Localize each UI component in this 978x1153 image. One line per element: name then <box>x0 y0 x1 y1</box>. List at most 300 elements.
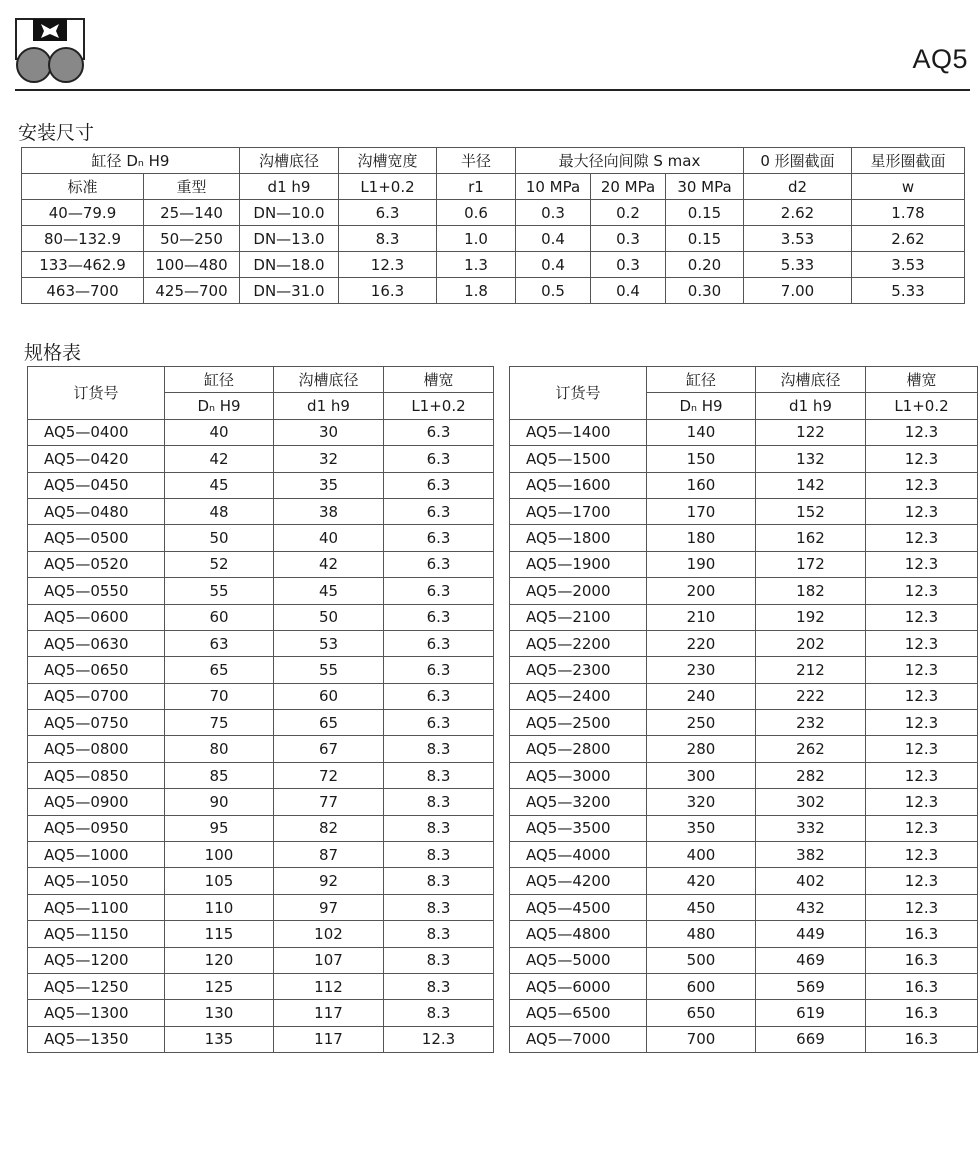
table-cell: 569 <box>756 973 866 999</box>
table-cell: 12.3 <box>866 578 978 604</box>
table-cell: 150 <box>647 446 756 472</box>
table-cell: 700 <box>647 1026 756 1052</box>
table-cell: AQ5—4800 <box>510 921 647 947</box>
table-row <box>28 1000 494 1026</box>
table-row <box>510 630 978 656</box>
table-cell: 7.00 <box>744 278 852 304</box>
table-cell: AQ5—0450 <box>28 472 165 498</box>
table-cell: 5.33 <box>852 278 965 304</box>
table-row <box>22 278 965 304</box>
table-cell: 8.3 <box>384 894 494 920</box>
table-cell: 3.53 <box>744 226 852 252</box>
table-cell: 0.30 <box>666 278 744 304</box>
subheader-cell: d1 h9 <box>240 174 339 200</box>
subheader-cell: w <box>852 174 965 200</box>
table-cell: 8.3 <box>384 947 494 973</box>
table-cell: AQ5—2100 <box>510 604 647 630</box>
spec-title: 规格表 <box>24 342 82 364</box>
table-cell: 6.3 <box>384 446 494 472</box>
table-cell: 112 <box>274 973 384 999</box>
table-cell: 0.6 <box>437 200 516 226</box>
header-cell: 沟槽底径 <box>274 367 384 393</box>
table-row <box>28 630 494 656</box>
table-cell: 8.3 <box>384 762 494 788</box>
table-cell: 122 <box>756 419 866 445</box>
table-cell: 12.3 <box>866 683 978 709</box>
table-cell: 200 <box>647 578 756 604</box>
table-cell: 55 <box>274 657 384 683</box>
table-cell: 320 <box>647 789 756 815</box>
header-cell: 订货号 <box>510 367 647 420</box>
table-cell: AQ5—1050 <box>28 868 165 894</box>
table-row <box>510 921 978 947</box>
table-cell: 117 <box>274 1026 384 1052</box>
subheader-cell: 10 MPa <box>516 174 591 200</box>
table-cell: 100 <box>165 842 274 868</box>
table-cell: 97 <box>274 894 384 920</box>
table-cell: 45 <box>165 472 274 498</box>
table-row <box>510 1000 978 1026</box>
subheader-cell: 30 MPa <box>666 174 744 200</box>
subheader-cell: Dₙ H9 <box>165 393 274 419</box>
table-cell: AQ5—1350 <box>28 1026 165 1052</box>
table-row <box>510 736 978 762</box>
table-cell: DN—10.0 <box>240 200 339 226</box>
table-cell: 1.0 <box>437 226 516 252</box>
table-cell: 12.3 <box>866 868 978 894</box>
table-cell: AQ5—1100 <box>28 894 165 920</box>
table-cell: 172 <box>756 551 866 577</box>
table-cell: 170 <box>647 498 756 524</box>
table-cell: DN—31.0 <box>240 278 339 304</box>
table-cell: 0.5 <box>516 278 591 304</box>
table-cell: 400 <box>647 842 756 868</box>
table-cell: AQ5—1150 <box>28 921 165 947</box>
table-cell: AQ5—0400 <box>28 419 165 445</box>
table-cell: AQ5—4200 <box>510 868 647 894</box>
table-cell: 230 <box>647 657 756 683</box>
table-cell: 0.15 <box>666 200 744 226</box>
table-cell: 40—79.9 <box>22 200 144 226</box>
table-cell: 100—480 <box>144 252 240 278</box>
table-cell: AQ5—0850 <box>28 762 165 788</box>
table-cell: DN—13.0 <box>240 226 339 252</box>
table-cell: 77 <box>274 789 384 815</box>
subheader-cell: 20 MPa <box>591 174 666 200</box>
table-row <box>510 472 978 498</box>
table-cell: AQ5—2000 <box>510 578 647 604</box>
table-cell: 65 <box>274 710 384 736</box>
table-cell: AQ5—3000 <box>510 762 647 788</box>
table-cell: AQ5—0700 <box>28 683 165 709</box>
table-cell: 2.62 <box>744 200 852 226</box>
table-cell: AQ5—1300 <box>28 1000 165 1026</box>
table-cell: 38 <box>274 498 384 524</box>
table-row <box>510 894 978 920</box>
subheader-cell: 标准 <box>22 174 144 200</box>
table-cell: AQ5—0950 <box>28 815 165 841</box>
table-cell: 6.3 <box>384 683 494 709</box>
table-row <box>510 604 978 630</box>
table-cell: AQ5—0900 <box>28 789 165 815</box>
header-cell: 缸径 Dₙ H9 <box>22 148 240 174</box>
table-cell: 8.3 <box>384 815 494 841</box>
table-cell: 50—250 <box>144 226 240 252</box>
table-cell: AQ5—4500 <box>510 894 647 920</box>
table-cell: 6.3 <box>384 498 494 524</box>
table-cell: 162 <box>756 525 866 551</box>
table-cell: 12.3 <box>866 710 978 736</box>
table-row <box>28 947 494 973</box>
table-cell: 8.3 <box>384 1000 494 1026</box>
table-cell: 110 <box>165 894 274 920</box>
table-cell: 220 <box>647 630 756 656</box>
table-cell: 12.3 <box>866 736 978 762</box>
table-row <box>28 921 494 947</box>
table-cell: AQ5—0800 <box>28 736 165 762</box>
table-row <box>28 578 494 604</box>
table-cell: AQ5—2500 <box>510 710 647 736</box>
table-cell: 72 <box>274 762 384 788</box>
subheader-cell: L1+0.2 <box>384 393 494 419</box>
table-cell: 210 <box>647 604 756 630</box>
table-cell: AQ5—7000 <box>510 1026 647 1052</box>
table-row <box>510 789 978 815</box>
table-cell: 8.3 <box>339 226 437 252</box>
table-cell: 262 <box>756 736 866 762</box>
table-row <box>28 604 494 630</box>
table-cell: AQ5—0750 <box>28 710 165 736</box>
table-cell: 130 <box>165 1000 274 1026</box>
table-cell: 107 <box>274 947 384 973</box>
table-cell: 232 <box>756 710 866 736</box>
table-cell: 0.15 <box>666 226 744 252</box>
table-cell: 40 <box>274 525 384 551</box>
table-cell: 120 <box>165 947 274 973</box>
table-cell: 425—700 <box>144 278 240 304</box>
table-cell: 90 <box>165 789 274 815</box>
table-cell: DN—18.0 <box>240 252 339 278</box>
table-cell: 125 <box>165 973 274 999</box>
table-cell: 16.3 <box>866 973 978 999</box>
table-cell: 135 <box>165 1026 274 1052</box>
table-cell: 95 <box>165 815 274 841</box>
table-cell: 8.3 <box>384 789 494 815</box>
table-cell: AQ5—3500 <box>510 815 647 841</box>
table-cell: AQ5—1000 <box>28 842 165 868</box>
table-row <box>28 736 494 762</box>
table-cell: 12.3 <box>866 815 978 841</box>
table-cell: AQ5—1200 <box>28 947 165 973</box>
header-cell: 沟槽底径 <box>240 148 339 174</box>
table-cell: 182 <box>756 578 866 604</box>
table-cell: 115 <box>165 921 274 947</box>
table-cell: 0.4 <box>516 252 591 278</box>
table-cell: 212 <box>756 657 866 683</box>
table-row <box>28 762 494 788</box>
table-cell: AQ5—1600 <box>510 472 647 498</box>
header-cell: 沟槽宽度 <box>339 148 437 174</box>
table-cell: AQ5—0420 <box>28 446 165 472</box>
table-cell: 180 <box>647 525 756 551</box>
table-cell: 60 <box>274 683 384 709</box>
table-cell: AQ5—0650 <box>28 657 165 683</box>
table-cell: 350 <box>647 815 756 841</box>
table-cell: 63 <box>165 630 274 656</box>
table-cell: AQ5—6500 <box>510 1000 647 1026</box>
table-cell: 432 <box>756 894 866 920</box>
table-cell: AQ5—1250 <box>28 973 165 999</box>
table-cell: AQ5—0600 <box>28 604 165 630</box>
table-cell: 132 <box>756 446 866 472</box>
table-row <box>28 498 494 524</box>
table-cell: 6.3 <box>384 657 494 683</box>
table-row <box>22 226 965 252</box>
table-cell: 6.3 <box>384 578 494 604</box>
table-cell: 650 <box>647 1000 756 1026</box>
table-cell: AQ5—1500 <box>510 446 647 472</box>
table-row <box>28 710 494 736</box>
table-cell: AQ5—2300 <box>510 657 647 683</box>
table-cell: 2.62 <box>852 226 965 252</box>
table-cell: 140 <box>647 419 756 445</box>
spec-table-right <box>509 366 978 1053</box>
table-cell: 75 <box>165 710 274 736</box>
header-cell: 0 形圈截面 <box>744 148 852 174</box>
table-cell: 42 <box>274 551 384 577</box>
table-cell: 12.3 <box>866 657 978 683</box>
header-cell: 缸径 <box>647 367 756 393</box>
table-cell: 8.3 <box>384 736 494 762</box>
table-row <box>28 815 494 841</box>
header-divider <box>15 89 970 91</box>
table-cell: 600 <box>647 973 756 999</box>
table-cell: 8.3 <box>384 842 494 868</box>
table-cell: 117 <box>274 1000 384 1026</box>
table-row <box>22 252 965 278</box>
subheader-cell: d1 h9 <box>756 393 866 419</box>
table-row <box>510 419 978 445</box>
table-cell: 42 <box>165 446 274 472</box>
table-cell: AQ5—4000 <box>510 842 647 868</box>
table-row <box>28 1026 494 1052</box>
table-cell: 6.3 <box>384 525 494 551</box>
table-cell: 240 <box>647 683 756 709</box>
table-cell: 12.3 <box>866 894 978 920</box>
table-cell: AQ5—2400 <box>510 683 647 709</box>
table-cell: AQ5—2200 <box>510 630 647 656</box>
table-cell: AQ5—0630 <box>28 630 165 656</box>
table-cell: 16.3 <box>866 921 978 947</box>
table-cell: 6.3 <box>384 419 494 445</box>
table-cell: 53 <box>274 630 384 656</box>
table-row <box>28 868 494 894</box>
table-cell: 82 <box>274 815 384 841</box>
table-cell: 102 <box>274 921 384 947</box>
table-row <box>510 868 978 894</box>
table-cell: 1.3 <box>437 252 516 278</box>
table-cell: AQ5—1800 <box>510 525 647 551</box>
product-code: AQ5 <box>912 44 968 74</box>
header-cell: 缸径 <box>165 367 274 393</box>
table-cell: 500 <box>647 947 756 973</box>
table-row <box>510 842 978 868</box>
table-cell: 382 <box>756 842 866 868</box>
table-row <box>28 446 494 472</box>
table-cell: 669 <box>756 1026 866 1052</box>
table-cell: 70 <box>165 683 274 709</box>
table-row <box>510 947 978 973</box>
table-cell: AQ5—3200 <box>510 789 647 815</box>
table-cell: 0.3 <box>516 200 591 226</box>
table-cell: 0.20 <box>666 252 744 278</box>
table-cell: 420 <box>647 868 756 894</box>
table-cell: 619 <box>756 1000 866 1026</box>
table-cell: 12.3 <box>866 604 978 630</box>
table-cell: 6.3 <box>384 472 494 498</box>
table-row <box>510 710 978 736</box>
table-cell: 85 <box>165 762 274 788</box>
subheader-cell: L1+0.2 <box>339 174 437 200</box>
table-cell: 449 <box>756 921 866 947</box>
spec-table-left <box>27 366 494 1053</box>
header-cell: 最大径向间隙 S max <box>516 148 744 174</box>
table-cell: 12.3 <box>339 252 437 278</box>
table-cell: 0.4 <box>516 226 591 252</box>
table-cell: AQ5—2800 <box>510 736 647 762</box>
table-cell: 12.3 <box>866 762 978 788</box>
table-cell: 55 <box>165 578 274 604</box>
table-cell: 48 <box>165 498 274 524</box>
table-cell: 302 <box>756 789 866 815</box>
table-row <box>28 525 494 551</box>
table-cell: 16.3 <box>866 1000 978 1026</box>
table-row <box>28 419 494 445</box>
seal-profile-icon <box>15 18 85 84</box>
table-cell: 16.3 <box>866 1026 978 1052</box>
table-cell: AQ5—0520 <box>28 551 165 577</box>
table-cell: 8.3 <box>384 868 494 894</box>
table-cell: 1.78 <box>852 200 965 226</box>
install-dimensions-table <box>21 147 965 304</box>
table-cell: AQ5—1700 <box>510 498 647 524</box>
table-row <box>510 498 978 524</box>
table-cell: 12.3 <box>866 551 978 577</box>
table-cell: 280 <box>647 736 756 762</box>
table-row <box>510 762 978 788</box>
table-cell: 133—462.9 <box>22 252 144 278</box>
table-cell: 92 <box>274 868 384 894</box>
table-cell: 67 <box>274 736 384 762</box>
table-row <box>510 657 978 683</box>
table-row <box>510 525 978 551</box>
table-cell: 190 <box>647 551 756 577</box>
table-cell: 222 <box>756 683 866 709</box>
table-cell: AQ5—6000 <box>510 973 647 999</box>
table-cell: 35 <box>274 472 384 498</box>
table-cell: 12.3 <box>866 630 978 656</box>
table-cell: 300 <box>647 762 756 788</box>
subheader-cell: d2 <box>744 174 852 200</box>
table-cell: 192 <box>756 604 866 630</box>
table-cell: 480 <box>647 921 756 947</box>
table-row <box>510 683 978 709</box>
table-cell: 50 <box>165 525 274 551</box>
table-row <box>28 657 494 683</box>
header-cell: 订货号 <box>28 367 165 420</box>
table-cell: 8.3 <box>384 921 494 947</box>
table-cell: 60 <box>165 604 274 630</box>
table-cell: 52 <box>165 551 274 577</box>
table-cell: 332 <box>756 815 866 841</box>
table-cell: 160 <box>647 472 756 498</box>
header-cell: 槽宽 <box>866 367 978 393</box>
table-row <box>28 683 494 709</box>
table-cell: 5.33 <box>744 252 852 278</box>
subheader-cell: L1+0.2 <box>866 393 978 419</box>
table-cell: 6.3 <box>384 604 494 630</box>
table-cell: 463—700 <box>22 278 144 304</box>
table-row <box>28 842 494 868</box>
table-cell: 16.3 <box>339 278 437 304</box>
table-cell: 450 <box>647 894 756 920</box>
table-cell: 6.3 <box>384 551 494 577</box>
table-cell: 16.3 <box>866 947 978 973</box>
table-row <box>28 973 494 999</box>
table-cell: 40 <box>165 419 274 445</box>
table-cell: 6.3 <box>384 710 494 736</box>
table-cell: 8.3 <box>384 973 494 999</box>
table-cell: 65 <box>165 657 274 683</box>
table-cell: 142 <box>756 472 866 498</box>
table-row <box>510 973 978 999</box>
table-row <box>510 1026 978 1052</box>
table-cell: 152 <box>756 498 866 524</box>
table-row <box>28 894 494 920</box>
table-cell: 80—132.9 <box>22 226 144 252</box>
table-cell: 45 <box>274 578 384 604</box>
table-cell: 0.3 <box>591 226 666 252</box>
table-cell: AQ5—1400 <box>510 419 647 445</box>
table-cell: 12.3 <box>866 842 978 868</box>
table-cell: 12.3 <box>866 498 978 524</box>
table-cell: 30 <box>274 419 384 445</box>
header-cell: 星形圈截面 <box>852 148 965 174</box>
table-cell: AQ5—0550 <box>28 578 165 604</box>
table-cell: 50 <box>274 604 384 630</box>
table-cell: 32 <box>274 446 384 472</box>
table-cell: 105 <box>165 868 274 894</box>
table-cell: AQ5—5000 <box>510 947 647 973</box>
table-row <box>28 551 494 577</box>
table-cell: 0.3 <box>591 252 666 278</box>
table-cell: 12.3 <box>384 1026 494 1052</box>
table-cell: 12.3 <box>866 446 978 472</box>
header-cell: 沟槽底径 <box>756 367 866 393</box>
table-row <box>28 472 494 498</box>
subheader-cell: Dₙ H9 <box>647 393 756 419</box>
table-cell: 12.3 <box>866 525 978 551</box>
table-cell: 87 <box>274 842 384 868</box>
install-title: 安装尺寸 <box>18 122 95 144</box>
subheader-cell: 重型 <box>144 174 240 200</box>
table-cell: 250 <box>647 710 756 736</box>
table-cell: 12.3 <box>866 472 978 498</box>
table-row <box>510 578 978 604</box>
table-cell: 402 <box>756 868 866 894</box>
table-cell: 6.3 <box>339 200 437 226</box>
table-row <box>510 446 978 472</box>
